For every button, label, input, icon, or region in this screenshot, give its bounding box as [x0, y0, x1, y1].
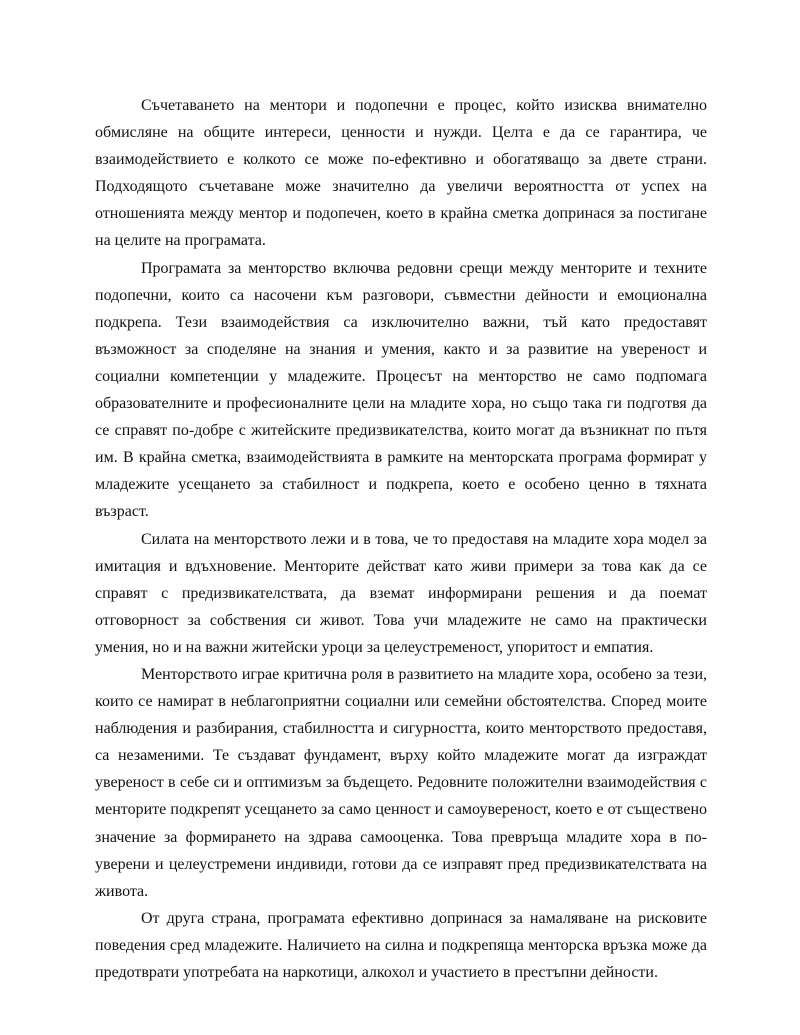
paragraph-program-meetings: Програмата за менторство включва редовни срещи между менторите и техните подопечни, които са насочени към разговори, съвместни дейности и емоционална подкрепа. Тези взаимодействия са изключително важни, тъй като предоставят възможност за споделяне на знания и умения, както и за развитие на увереност и социални компетенции у младежите. Процесът на менторство не само подпомага образователните и професионалните цели на младите хора, но също така ги подготвя да се справят по-добре с житейските предизвикателства, които могат да възникнат по пътя им. В крайна сметка, взаимодействията в рамките на менторската програма формират у младежите усещането за стабилност и подкрепа, което е особено ценно в тяхната възраст. — [95, 259, 707, 521]
paragraph-role-models: Силата на менторството лежи и в това, че то предоставя на младите хора модел за имитация и вдъхновение. Менторите действат като живи примери за това как да се справят с предизвикателствата, да вземат информирани решения и да поемат отговорност за собствения си живот. Това учи младежите не само на практически умения, но и на важни житейски уроци за целеустременост, упоритост и емпатия. — [95, 530, 707, 656]
paragraph-risk-reduction: От друга страна, програмата ефективно допринася за намаляване на рисковите поведения сред младежите. Наличието на силна и подкрепяща менторска връзка може да предотврати употребата на наркотици, алкохол и участието в престъпни дейности. — [95, 909, 707, 981]
document-body — [95, 92, 707, 986]
paragraph-mentor-matching: Съчетаването на ментори и подопечни е процес, който изисква внимателно обмисляне на общите интереси, ценности и нужди. Целта е да се гарантира, че взаимодействието е колкото се може по-ефективно и обогатяващо за двете страни. Подходящото съчетаване може значително да увеличи вероятността от успех на отношенията между ментор и подопечен, което в крайна сметка допринася за постигане на целите на програмата. — [95, 97, 707, 250]
paragraph-critical-role: Менторството играе критична роля в развитието на младите хора, особено за тези, които се намират в неблагоприятни социални или семейни обстоятелства. Според моите наблюдения и разбирания, стабилността и сигурността, които менторството предоставя, са незаменими. Те създават фундамент, върху който младежите могат да изграждат увереност в себе си и оптимизъм за бъдещето. Редовните положителни взаимодействия с менторите подкрепят усещането за само ценност и самоувереност, което е от съществено значение за формирането на здрава самооценка. Това превръща младите хора в по-уверени и целеустремени индивиди, готови да се изправят пред предизвикателствата на живота. — [95, 665, 707, 900]
